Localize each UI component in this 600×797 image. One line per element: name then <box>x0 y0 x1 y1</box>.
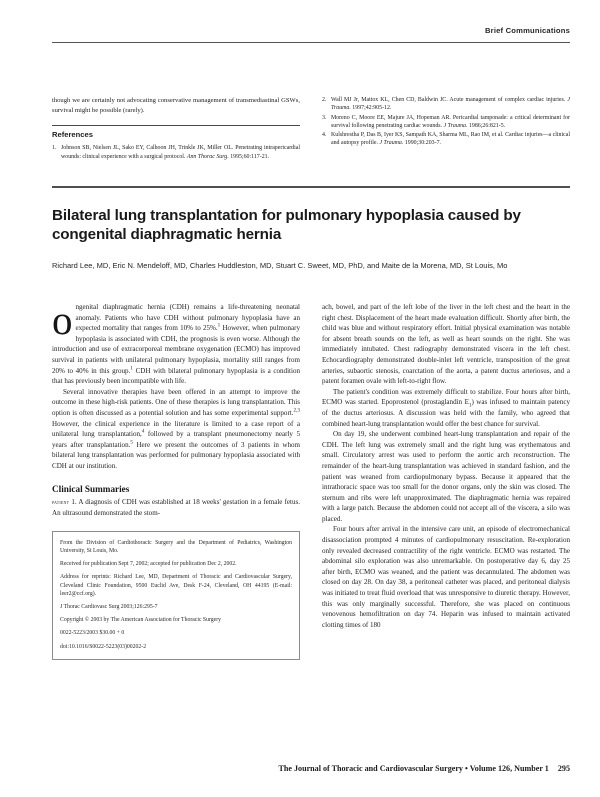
footer-journal-line: The Journal of Thoracic and Cardiovascular Surgery • Volume 126, Number 1 <box>278 764 549 773</box>
reference-item <box>322 114 570 131</box>
article-separator-rule <box>52 186 570 188</box>
reference-title: Cardiac injuries—a clinical and autopsy profile. <box>331 132 570 147</box>
footnote-box <box>52 531 300 660</box>
opening-paragraph <box>52 297 300 387</box>
stabilization-text-a: The patient's condition was extremely difficult to stabilize. Four hours after birth, ECMO was started. Epoprostenol (prostaglandin E <box>322 387 570 407</box>
reference-item <box>322 131 570 148</box>
therapies-text-a: Several innovative therapies have been offered in an attempt to improve the outcome in these high-risk patients. One of these therapies is lung transplantation. This option is often discussed as a potential solution and has some experimental support. <box>52 387 300 417</box>
opening-text-a: ongenital diaphragmatic hernia (CDH) remains a life-threatening neonatal anomaly. Patients who have CDH without pulmonary hypoplasia have an expected mortality that ranges from 10% to 25%. <box>52 297 300 343</box>
previous-article-tail <box>52 96 570 162</box>
citation-marker: 1 <box>217 322 221 329</box>
reference-number: 3. <box>322 114 327 121</box>
footnote-doi: doi:10.1016/S0022-5223(03)00202-2 <box>60 643 147 650</box>
footnote-issn: 0022-5223/2003 $30.00 + 0 <box>60 630 125 637</box>
reference-citation: 1997;42:905-12. <box>352 105 392 112</box>
footnote-received: Received for publication Sept 7, 2002; accepted for publication Dec 2, 2002. <box>60 561 237 568</box>
section-heading-clinical-summaries: Clinical Summaries <box>52 483 130 494</box>
reference-authors: Kulshrestha P, Das B, Iyer KS, Sampath KA, Sharma ML, Rao IM, et al. <box>331 132 504 139</box>
therapies-text-b: However, the clinical experience in the literature is limited to a case report of a unilateral lung transplantation, <box>52 419 300 439</box>
tail-column-left <box>52 96 300 162</box>
opening-text-b: However, when pulmonary hypoplasia is associated with CDH, the prognosis is even worse. Although the introduction and use of extracorporeal membrane oxygenation (ECMO) has improved survival in patients with unilateral pulmonary hypoplasia, mortality still ranges from 20% to 40% in this group. <box>52 324 300 375</box>
reference-journal: J Trauma. <box>379 140 404 147</box>
footnote-citation: J Thorac Cardiovasc Surg 2003;126:295-7 <box>60 603 158 610</box>
paragraph-transplantation: On day 19, she underwent combined heart-lung transplantation and repair of the CDH. The left lung was extremely small and the right lung was erythematous and small. Circulatory arrest was used to perform the aortic arch reconstruction. The remainder of the heart-lung transplantation was achieved in standard fashion, and the patient was weaned from cardiopulmonary bypass. Because it appeared that the intrathoracic space was too small for the donor organs, only the skin was closed. The sternum and ribs were left unapproximated. The diaphragmatic hernia was repaired with a large patch. Because the abdomen could not accept all of the viscera, a silo was placed. <box>322 430 570 523</box>
footer-page-number: 295 <box>557 764 570 773</box>
paragraph-postoperative: Four hours after arrival in the intensive care unit, an episode of electromechanical disassociation prompted 4 minutes of cardiopulmonary resuscitation. Re-exploration only revealed decreased contractility of the right ventricle. ECMO was restarted. The abdominal silo exploration was also unremarkable. On postoperative day 6, day 25 after birth, ECMO was weaned, and the patient was decannulated. The abdomen was closed on day 28. On day 38, a peritoneal catheter was placed, and peritoneal dialysis was initiated to treat fluid overload that was unresponsive to diuretic therapy. However, this was only marginally successful. Therefore, she was placed on continuous venovenous hemofiltration on day 74. Heparin was infused to maintain activated clotting times of 180 <box>322 525 570 629</box>
citation-marker: 4 <box>141 428 145 435</box>
reference-title: Acute management of complex cardiac injuries. <box>449 97 566 103</box>
body-column-left <box>52 297 301 660</box>
references-rule <box>52 125 300 127</box>
reference-title: Penetrating intrapericardial wounds: clinical experience with a surgical protocol. <box>61 145 300 160</box>
reference-citation: 1986;26:821-5. <box>468 122 506 129</box>
patient-one-text: 1. A diagnosis of CDH was established at 18 weeks' gestation in a female fetus. An ultrasound demonstrated the stom- <box>52 497 301 518</box>
therapies-text-c: followed by a transplant pneumonectomy nearly 5 years after transplantation. <box>52 430 300 449</box>
paragraph-therapies <box>52 387 300 472</box>
reference-authors: Moreno C, Moore EE, Majure JA, Hopeman AR. <box>331 114 451 121</box>
therapies-text-d: Here we present the outcomes of 3 patients in whom bilateral lung transplantation was performed for pulmonary hypoplasia associated with CDH at our institution. <box>52 440 300 470</box>
stabilization-text-b: ) was infused to maintain patency of the ductus arteriosus. A discussion was held with the family, who agreed that combined heart-lung transplantation would offer the best chance for survival. <box>322 398 570 428</box>
citation-marker: 2,3 <box>293 407 300 414</box>
tail-paragraph: though we are certainly not advocating conservative management of transmediastinal GSWs, survival might be possible (rarely). <box>52 97 300 115</box>
references-heading: References <box>52 130 93 140</box>
tail-column-right <box>322 96 570 162</box>
reference-item <box>322 96 570 113</box>
patient-label: patient <box>52 499 70 506</box>
paragraph-findings: ach, bowel, and part of the left lobe of the liver in the left chest and the heart in the right chest. Displacement of the heart made evaluation difficult. Shortly after birth, the child was blue and without respiratory effort. Initial physical examination was notable for absent breath sounds on the left, as well as heart sounds on the right. She was immediately intubated. Chest radiography demonstrated viscera in the left chest. Echocardiography demonstrated double-inlet left ventricle, transposition of the great arteries, subaortic stenosis, coarctation of the aorta, a patent ductus arteriosus, and a patent foramen ovale with left-to-right flow. <box>322 303 570 386</box>
reference-authors: Wall MJ Jr, Mattox KL, Chen CD, Baldwin JC. <box>331 97 448 103</box>
citation-marker: 5 <box>130 439 133 446</box>
reference-number: 4. <box>322 132 327 139</box>
reference-title: Pericardial tamponade: a critical determinant for survival following penetrating cardiac wounds. <box>331 114 570 129</box>
header-rule <box>52 42 570 43</box>
page-footer <box>52 764 570 773</box>
reference-number: 2. <box>322 97 327 103</box>
opening-text-c: CDH with bilateral pulmonary hypoplasia is a condition that has previously been incompatible with life. <box>52 366 300 386</box>
article-authors: Richard Lee, MD, Eric N. Mendeloff, MD, Charles Huddleston, MD, Stuart C. Sweet, MD, PhD, and Maite de la Morena, MD, St Louis, Mo <box>52 261 508 270</box>
reference-journal: J Trauma. <box>331 97 570 112</box>
footnote-reprints: Address for reprints: Richard Lee, MD, Department of Thoracic and Cardiovascular Surgery, Cleveland Clinic Foundation, 9500 Euclid Ave, Desk F-24, Cleveland, OH 44195 (E-mail: leer2@ccf.org). <box>60 574 292 597</box>
reference-citation: 1990;30:203-7. <box>404 140 441 147</box>
paragraph-patient-one <box>52 497 300 519</box>
paragraph-stabilization <box>322 387 570 429</box>
reference-number: 1. <box>52 145 57 152</box>
reference-journal: J Trauma. <box>443 122 468 129</box>
reference-item <box>52 144 300 161</box>
reference-authors: Johnson SB, Nielsen JL, Sako EY, Calhoon JH, Trinkle JK, Miller OL. <box>61 145 234 152</box>
footnote-copyright: Copyright © 2003 by The American Association for Thoracic Surgery <box>60 617 222 624</box>
reference-journal: Ann Thorac Surg. <box>186 153 229 160</box>
footnote-affiliation: From the Division of Cardiothoracic Surgery and the Department of Pediatrics, Washington University, St Louis, Mo. <box>60 539 292 554</box>
subscript-marker: 1 <box>468 402 472 409</box>
running-head: Brief Communications <box>484 26 570 35</box>
article-body <box>52 297 570 660</box>
citation-marker: 1 <box>130 365 133 372</box>
body-column-right <box>322 302 570 660</box>
article-title: Bilateral lung transplantation for pulmonary hypoplasia caused by congenital diaphragmatic hernia <box>52 207 521 243</box>
reference-citation: 1995;60:117-21. <box>230 153 270 160</box>
